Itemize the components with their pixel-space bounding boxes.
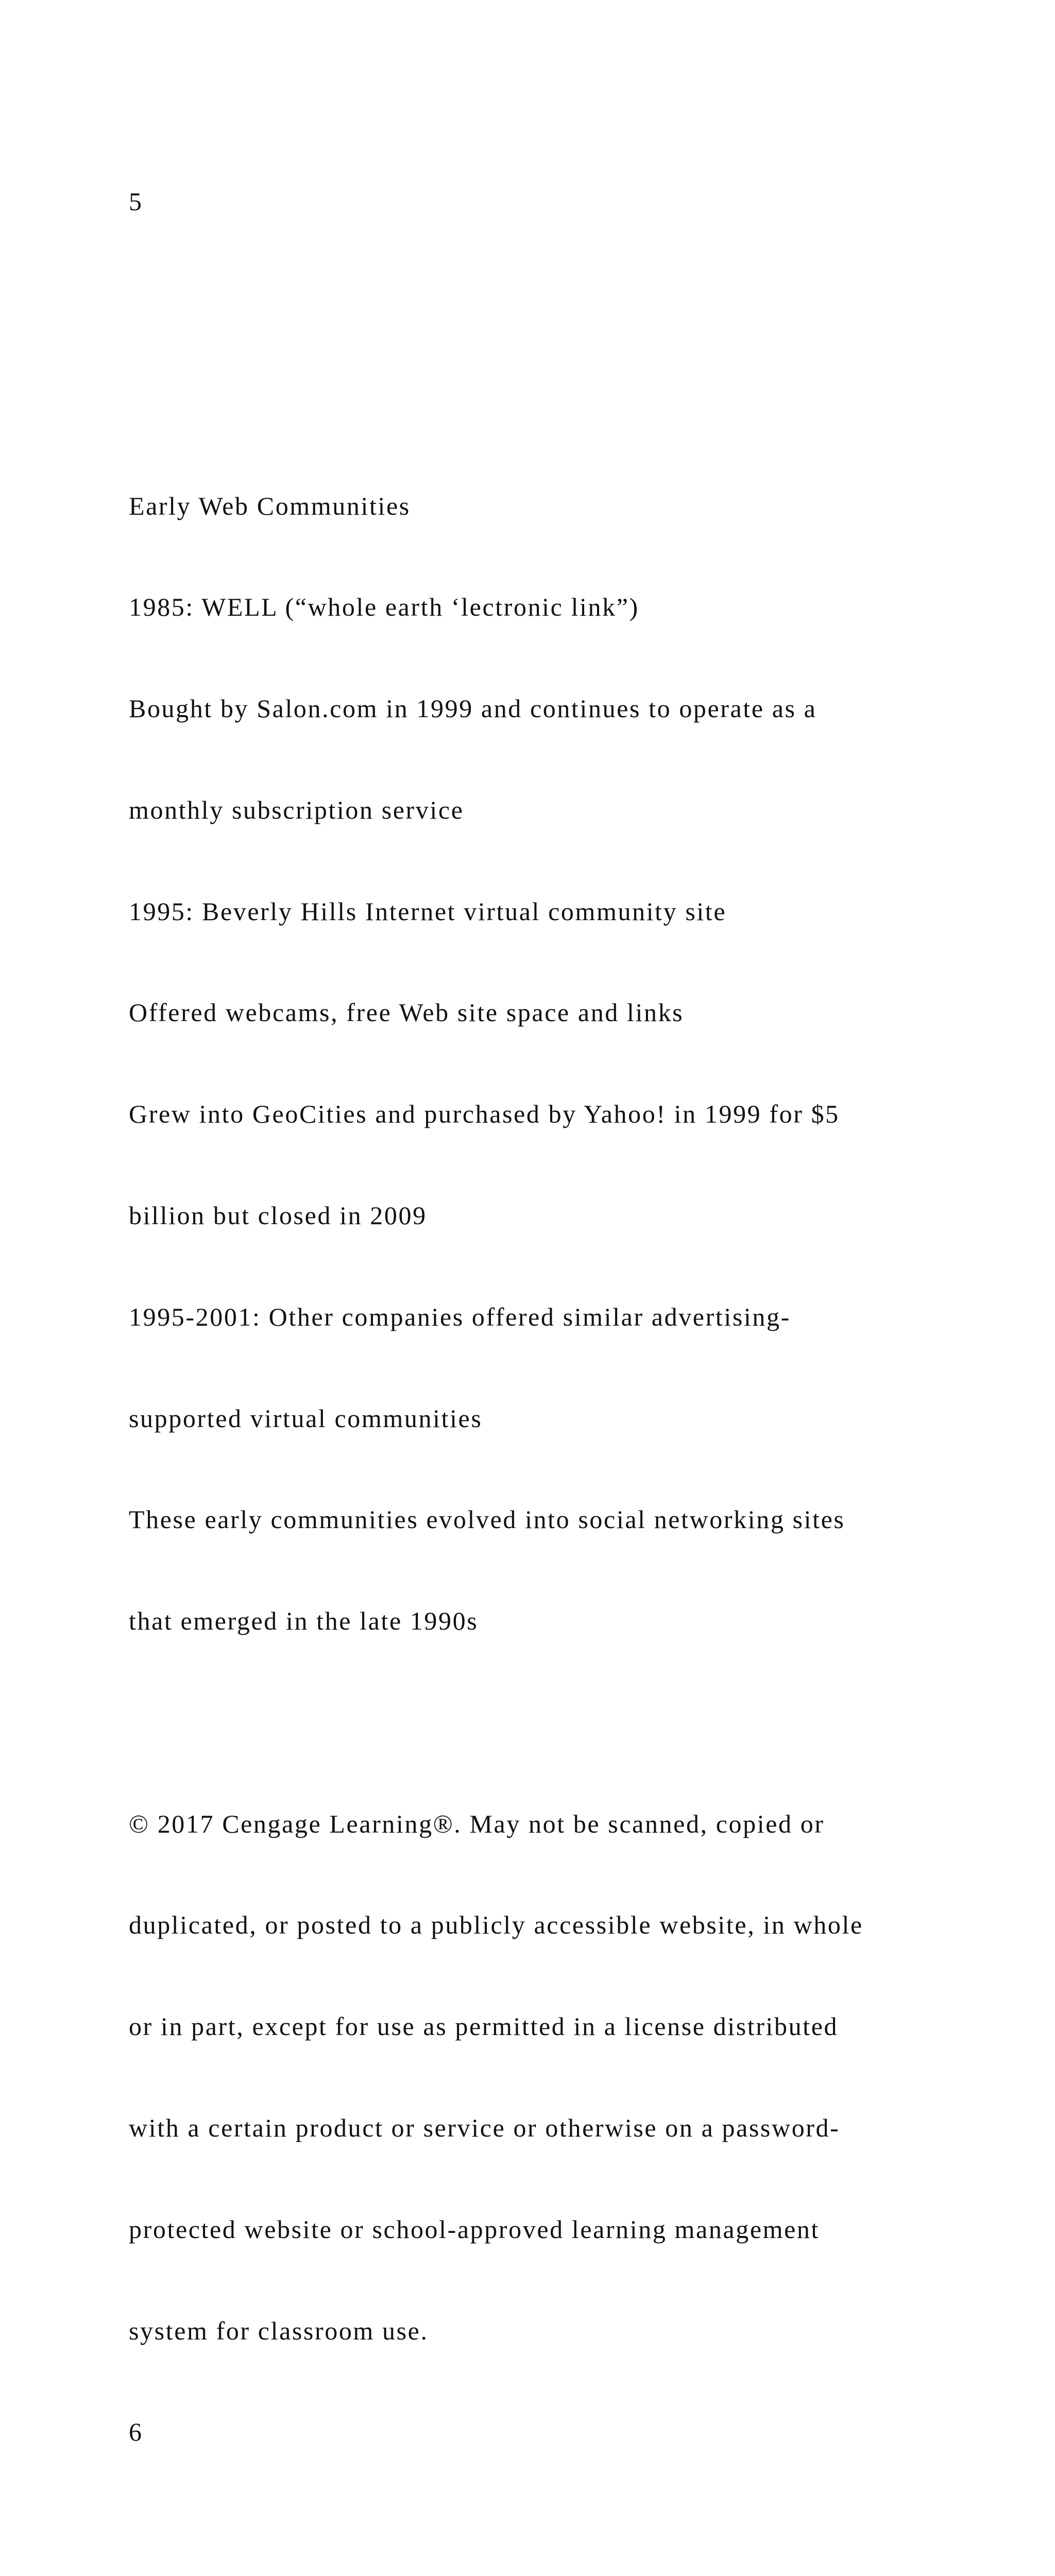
- text-line: billion but closed in 2009: [129, 1201, 427, 1230]
- blank-line: [129, 2517, 1005, 2551]
- text-line: 1995-2001: Other companies offered similar advertising-: [129, 1302, 791, 1331]
- blank-line: [129, 286, 1005, 320]
- text-line: Bought by Salon.com in 1999 and continues to operate as a: [129, 694, 817, 723]
- text-line: that emerged in the late 1990s: [129, 1606, 479, 1636]
- text-line: monthly subscription service: [129, 795, 464, 824]
- text-line: supported virtual communities: [129, 1403, 483, 1433]
- slide-heading: Early Web Communities: [129, 491, 411, 520]
- copyright-line: duplicated, or posted to a publicly accessible website, in whole: [129, 1910, 863, 1940]
- text-line: Grew into GeoCities and purchased by Yahoo! in 1999 for $5: [129, 1099, 840, 1129]
- copyright-line: or in part, except for use as permitted in a license distributed: [129, 2012, 839, 2041]
- page-number: 6: [129, 2417, 143, 2447]
- text-line: These early communities evolved into social networking sites: [129, 1505, 845, 1534]
- text-line: 1985: WELL (“whole earth ‘lectronic link”): [129, 592, 639, 622]
- copyright-line: protected website or school-approved learning management: [129, 2214, 820, 2244]
- text-line: Offered webcams, free Web site space and links: [129, 998, 684, 1027]
- text-line: 1995: Beverly Hills Internet virtual community site: [129, 896, 727, 926]
- blank-line: [129, 388, 1005, 422]
- copyright-line: with a certain product or service or otherwise on a password-: [129, 2113, 840, 2143]
- page-number: 5: [129, 187, 143, 216]
- copyright-line: system for classroom use.: [129, 2316, 429, 2345]
- document-text: [129, 117, 1005, 2576]
- copyright-line: © 2017 Cengage Learning®. May not be scanned, copied or: [129, 1809, 825, 1838]
- blank-line: [129, 1706, 1005, 1740]
